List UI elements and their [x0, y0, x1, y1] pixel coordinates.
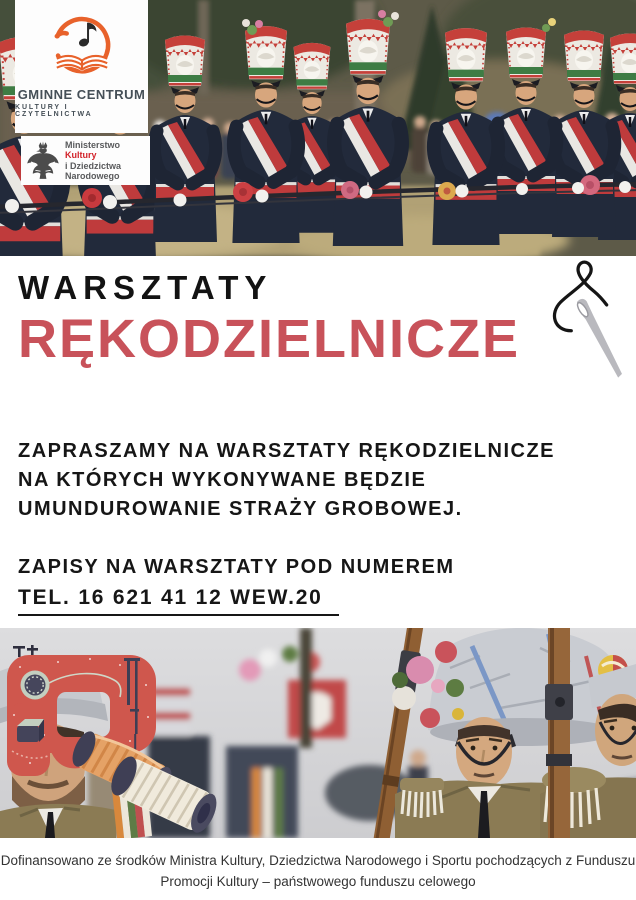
- funding-footer: [0, 838, 636, 900]
- ministry-name: [65, 140, 121, 182]
- ministry-line2: Kultury: [65, 150, 97, 160]
- sewing-machine-icon: [0, 645, 228, 840]
- top-photo-marching-band: [0, 0, 636, 256]
- polish-eagle-emblem: [26, 141, 60, 181]
- invite-paragraph: [18, 437, 636, 524]
- ministry-logo-box: [21, 136, 150, 185]
- thread-spool-white: [106, 753, 222, 837]
- invite-line-2: NA KTÓRYCH WYKONYWANE BĘDZIE: [18, 469, 427, 491]
- title-line-warsztaty: WARSZTATY: [18, 269, 273, 306]
- footer-line-1: Dofinansowano ze środków Ministra Kultury, Dziedzictwa Narodowego i Sportu pochodzących z Funduszu: [0, 853, 636, 868]
- gck-name: GMINNE CENTRUM: [17, 87, 146, 102]
- rifle-vertical: [545, 628, 573, 838]
- needle-and-thread-icon: [542, 258, 634, 392]
- ministry-line1: Ministerstwo: [65, 139, 121, 150]
- ministry-line3: i Dziedzictwa: [65, 160, 122, 171]
- ministry-line4: Narodowego: [65, 171, 120, 181]
- poster-content: [0, 256, 636, 628]
- footer-line-2: Promocji Kultury – państwowego funduszu celowego: [160, 874, 476, 889]
- invite-line-1: ZAPRASZAMY NA WARSZTATY RĘKODZIELNICZE: [18, 440, 555, 462]
- invite-line-3: UMUNDUROWANIE STRAŻY GROBOWEJ.: [18, 498, 463, 520]
- phone-number: TEL. 16 621 41 12 WEW.20: [18, 584, 339, 616]
- title-line-rekodzielnicze: RĘKODZIELNICZE: [18, 309, 521, 369]
- music-note-book-logo: [46, 9, 118, 85]
- gck-logo-box: [15, 0, 148, 133]
- signup-line: ZAPISY NA WARSZTATY POD NUMEREM: [18, 556, 455, 578]
- gck-subtitle: KULTURY I CZYTELNICTWA: [15, 104, 93, 118]
